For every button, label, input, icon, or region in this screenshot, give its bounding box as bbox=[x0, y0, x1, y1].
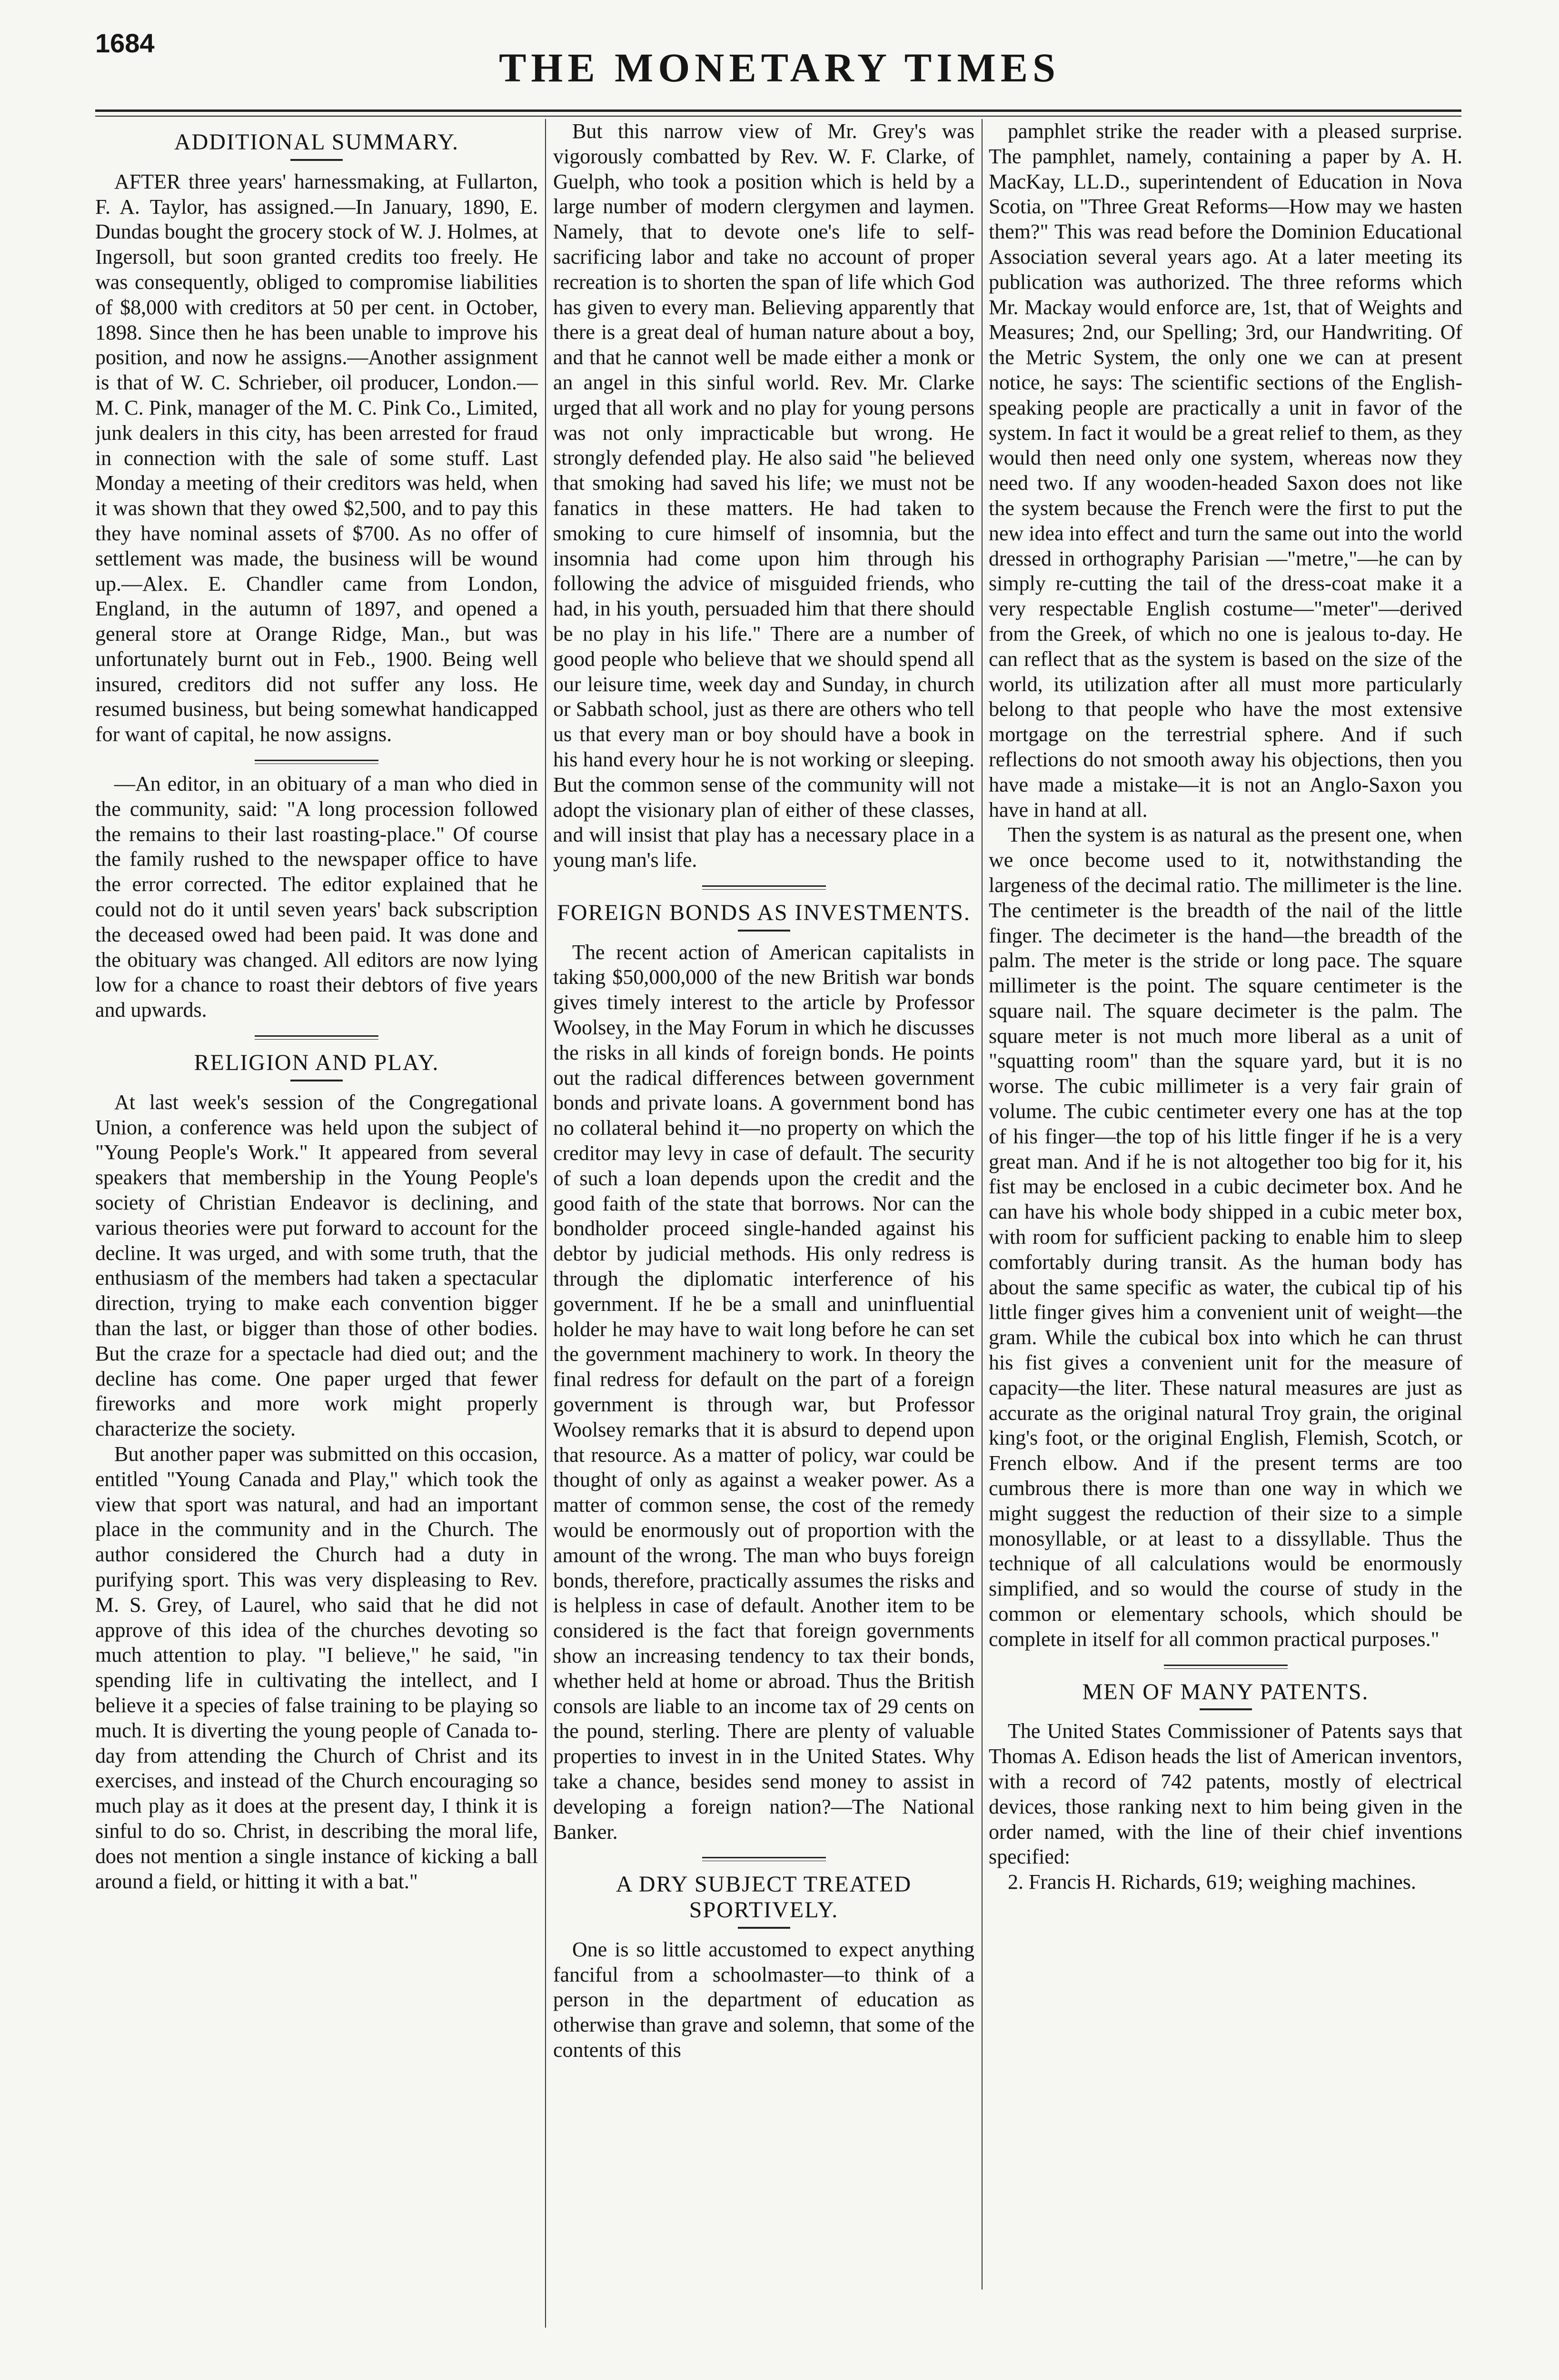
column-divider bbox=[545, 119, 546, 2328]
article-paragraph: —An editor, in an obituary of a man who died in the community, said: "A long procession followed the remains to their last roasting-place." Of course the family rushed to the newspaper office to have the error corrected. The editor explained that he could not do it until seven years' back subscription the deceased owed had been paid. It was done and the obituary was changed. All editors are now lying low for a chance to roast their debtors of five years and upwards. bbox=[95, 772, 538, 1022]
section-separator bbox=[255, 1035, 378, 1040]
article-paragraph: 2. Francis H. Richards, 619; weighing machines. bbox=[1008, 1870, 1416, 1894]
article-paragraph: AFTER three years' harnessmaking, at Fullarton, F. A. Taylor, has assigned.—In January, 1890, E. Dundas bought the grocery stock of W. J. Holmes, at Ingersoll, but soon granted credits too freely. He was consequently, obliged to compromise liabilities of $8,000 with creditors at 50 per cent. in October, 1898. Since then he has been unable to improve his position, and now he assigns.—Another assignment is that of W. C. Schrieber, oil producer, London.—M. C. Pink, manager of the M. C. Pink Co., Limited, junk dealers in this city, has been arrested for fraud in connection with the sale of some stuff. Last Monday a meeting of their creditors was held, when it was shown that they owed $2,500, and to pay this they have nominal assets of $700. As no offer of settlement was made, the business will be wound up.—Alex. E. Chandler came from London, England, in the autumn of 1897, and opened a general store at Orange Ridge, Man., but was unfortunately burnt out in Feb., 1900. Being well insured, creditors did not suffer any loss. He resumed business, but being somewhat handicapped for want of capital, he now assigns. bbox=[95, 169, 538, 746]
article-paragraph: At last week's session of the Congregational Union, a conference was held upon the subject of "Young People's Work." It appeared from several speakers that membership in the Young People's society of Christian Endeavor is declining, and various theories were put forward to account for the decline. It was urged, and with some truth, that the enthusiasm of the members had taken a spectacular direction, trying to make each convention bigger than the last, or bigger than those of other bodies. But the craze for a spectacle had died out; and the decline has come. One paper urged that fewer fireworks and more work might properly characterize the society. bbox=[95, 1090, 538, 1441]
heading-underline bbox=[290, 1080, 343, 1081]
page-number: 1684 bbox=[95, 28, 155, 58]
heading-underline bbox=[1200, 1708, 1252, 1710]
header-rule-thin bbox=[95, 116, 1461, 117]
article-paragraph: pamphlet strike the reader with a pleased surprise. The pamphlet, namely, containing a paper by A. H. MacKay, LL.D., superintendent of Education in Nova Scotia, on "Three Great Reforms—How may we hasten them?" This was read before the Dominion Educational Association several years ago. At a later meeting its publication was authorized. The three reforms which Mr. Mackay would enforce are, 1st, that of Weights and Measures; 2nd, our Spelling; 3rd, our Handwriting. Of the Metric System, the only one we can at present notice, he says: The scientific sections of the English-speaking people are practically a unit in favor of the system. In fact it would be a great relief to them, as they would then need only one system, whereas now they need two. If any wooden-headed Saxon does not like the system because the French were the first to put the new idea into effect and turn the same out into the world dressed in orthography Parisian —"metre,"—he can by simply re-cutting the tail of the dress-coat make it a very respectable English costume—"meter"—derived from the Greek, of which no one is jealous to-day. He can reflect that as the system is based on the size of the world, its utilization after all must more particularly belong to that people who have the most extensive mortgage on the terrestrial sphere. And if such reflections do not smooth away his objections, then you have made a mistake—it is not an Anglo-Saxon you have in hand at all. bbox=[989, 119, 1462, 822]
article-paragraph: But another paper was submitted on this occasion, entitled "Young Canada and Play," which took the view that sport was natural, and had an important place in the community and in the Church. The author considered the Church had a duty in purifying sport. This was very displeasing to Rev. M. S. Grey, of Laurel, who said that he did not approve of this idea of the churches devoting so much attention to play. "I believe," he said, "in spending life in cultivating the intellect, and I believe it a species of false training to be playing so much. It is diverting the young people of Canada to-day from attending the Church of Christ and its exercises, and instead of the Church encouraging so much play as it does at the present day, I think it is sinful to do so. Christ, in describing the moral life, does not mention a single instance of kicking a ball around a field, or hitting it with a bat." bbox=[95, 1442, 538, 1893]
column-1 bbox=[95, 119, 538, 2347]
heading-additional-summary: ADDITIONAL SUMMARY. bbox=[174, 129, 459, 155]
article-paragraph: But this narrow view of Mr. Grey's was vigorously combatted by Rev. W. F. Clarke, of Guelph, who took a position which is held by a large number of modern clergymen and laymen. Namely, that to devote one's life to self-sacrificing labor and take no account of proper recreation is to shorten the span of life which God has given to every man. Believing apparently that there is a great deal of human nature about a boy, and that he cannot well be made either a monk or an angel in this sinful world. Rev. Mr. Clarke urged that all work and no play for young persons was not only impracticable but wrong. He strongly defended play. He also said "he believed that smoking had saved his life; we must not be fanatics in these matters. He had taken to smoking to cure himself of insomnia, but the insomnia had come upon him through his following the advice of misguided friends, who had, in his youth, persuaded him that there should be no play in his life." There are a number of good people who believe that we should spend all our leisure time, week day and Sunday, in church or Sabbath school, just as there are others who tell us that every man or boy should have a book in his hand every hour he is not working or sleeping. But the common sense of the community will not adopt the visionary plan of either of these classes, and will insist that play has a necessary place in a young man's life. bbox=[553, 119, 974, 872]
heading-underline bbox=[290, 159, 343, 161]
column-3 bbox=[989, 119, 1462, 2347]
section-separator bbox=[702, 1857, 826, 1861]
article-paragraph: One is so little accustomed to expect anything fanciful from a schoolmaster—to think of a person in the department of education as otherwise than grave and solemn, that some of the contents of this bbox=[553, 1937, 974, 2062]
section-separator bbox=[255, 760, 378, 764]
section-separator bbox=[1164, 1665, 1288, 1669]
heading-dry-subject: A DRY SUBJECT TREATED SPORTIVELY. bbox=[616, 1872, 912, 1923]
masthead: THE MONETARY TIMES bbox=[499, 45, 1060, 90]
heading-men-of-many-patents: MEN OF MANY PATENTS. bbox=[1082, 1679, 1369, 1705]
column-divider bbox=[982, 119, 983, 2290]
heading-religion-and-play: RELIGION AND PLAY. bbox=[194, 1050, 439, 1076]
column-2 bbox=[553, 119, 974, 2347]
article-paragraph: Then the system is as natural as the present one, when we once become used to it, notwithstanding the largeness of the decimal ratio. The millimeter is the line. The centimeter is the breadth of the nail of the little finger. The decimeter is the hand—the breadth of the palm. The meter is the stride or long pace. The square millimeter is the point. The square centimeter is the square nail. The square decimeter is the palm. The square meter is not much more liberal as a unit of "squatting room" than the square yard, but it is no worse. The cubic millimeter is a very fair grain of volume. The cubic centimeter every one has at the top of his finger—the top of his little finger if he is a very great man. And if he is not altogether too big for it, his fist may be enclosed in a cubic decimeter box. And he can have his whole body shipped in a cubic meter box, with room for sufficient packing to enable him to sleep comfortably during transit. As the human body has about the same specific as water, the cubical tip of his little finger gives him a convenient unit of weight—the gram. While the cubical box into which he can thrust his fist gives a convenient unit for the measure of capacity—the liter. These natural measures are just as accurate as the original natural Troy grain, the original king's foot, or the original English, Flemish, Scotch, or French elbow. And if the present terms are too cumbrous there is more than one way in which we might suggest the reduction of their size to a simple monosyllable, or at least to a dissyllable. Thus the technique of all calculations would be enormously simplified, and so would the course of study in the common or elementary schools, which should be complete in itself for all common practical purposes." bbox=[989, 823, 1462, 1651]
heading-underline bbox=[738, 1927, 790, 1929]
article-paragraph: The recent action of American capitalists in taking $50,000,000 of the new British war bonds gives timely interest to the article by Professor Woolsey, in the May Forum in which he discusses the risks in all kinds of foreign bonds. He points out the radical differences between government bonds and private loans. A government bond has no collateral behind it—no property on which the creditor may levy in case of default. The security of such a loan depends upon the credit and the good faith of the state that borrows. Nor can the bondholder proceed single-handed against his debtor by judicial methods. His only redress is through the diplomatic interference of his government. If he be a small and uninfluential holder he may have to wait long before he can set the government machinery to work. In theory the final redress for default on the part of a foreign government is through war, but Professor Woolsey remarks that it is absurd to depend upon that resource. As a matter of policy, war could be thought of only as against a weaker power. As a matter of common sense, the cost of the remedy would be enormously out of proportion with the amount of the wrong. The man who buys foreign bonds, therefore, practically assumes the risks and is helpless in case of default. Another item to be considered is the fact that foreign governments show an increasing tendency to tax their bonds, whether held at home or abroad. Thus the British consols are liable to an income tax of 29 cents on the pound, sterling. There are plenty of valuable properties to invest in in the United States. Why take a chance, besides send money to assist in developing a foreign nation?—The National Banker. bbox=[553, 940, 974, 1844]
section-separator bbox=[702, 885, 826, 890]
article-paragraph: The United States Commissioner of Patents says that Thomas A. Edison heads the list of American inventors, with a record of 742 patents, mostly of electrical devices, those ranking next to him being given in the order named, with the line of their chief inventions specified: bbox=[989, 1719, 1462, 1869]
header-rule bbox=[95, 109, 1461, 112]
heading-foreign-bonds: FOREIGN BONDS AS INVESTMENTS. bbox=[557, 900, 971, 925]
heading-underline bbox=[738, 930, 790, 932]
